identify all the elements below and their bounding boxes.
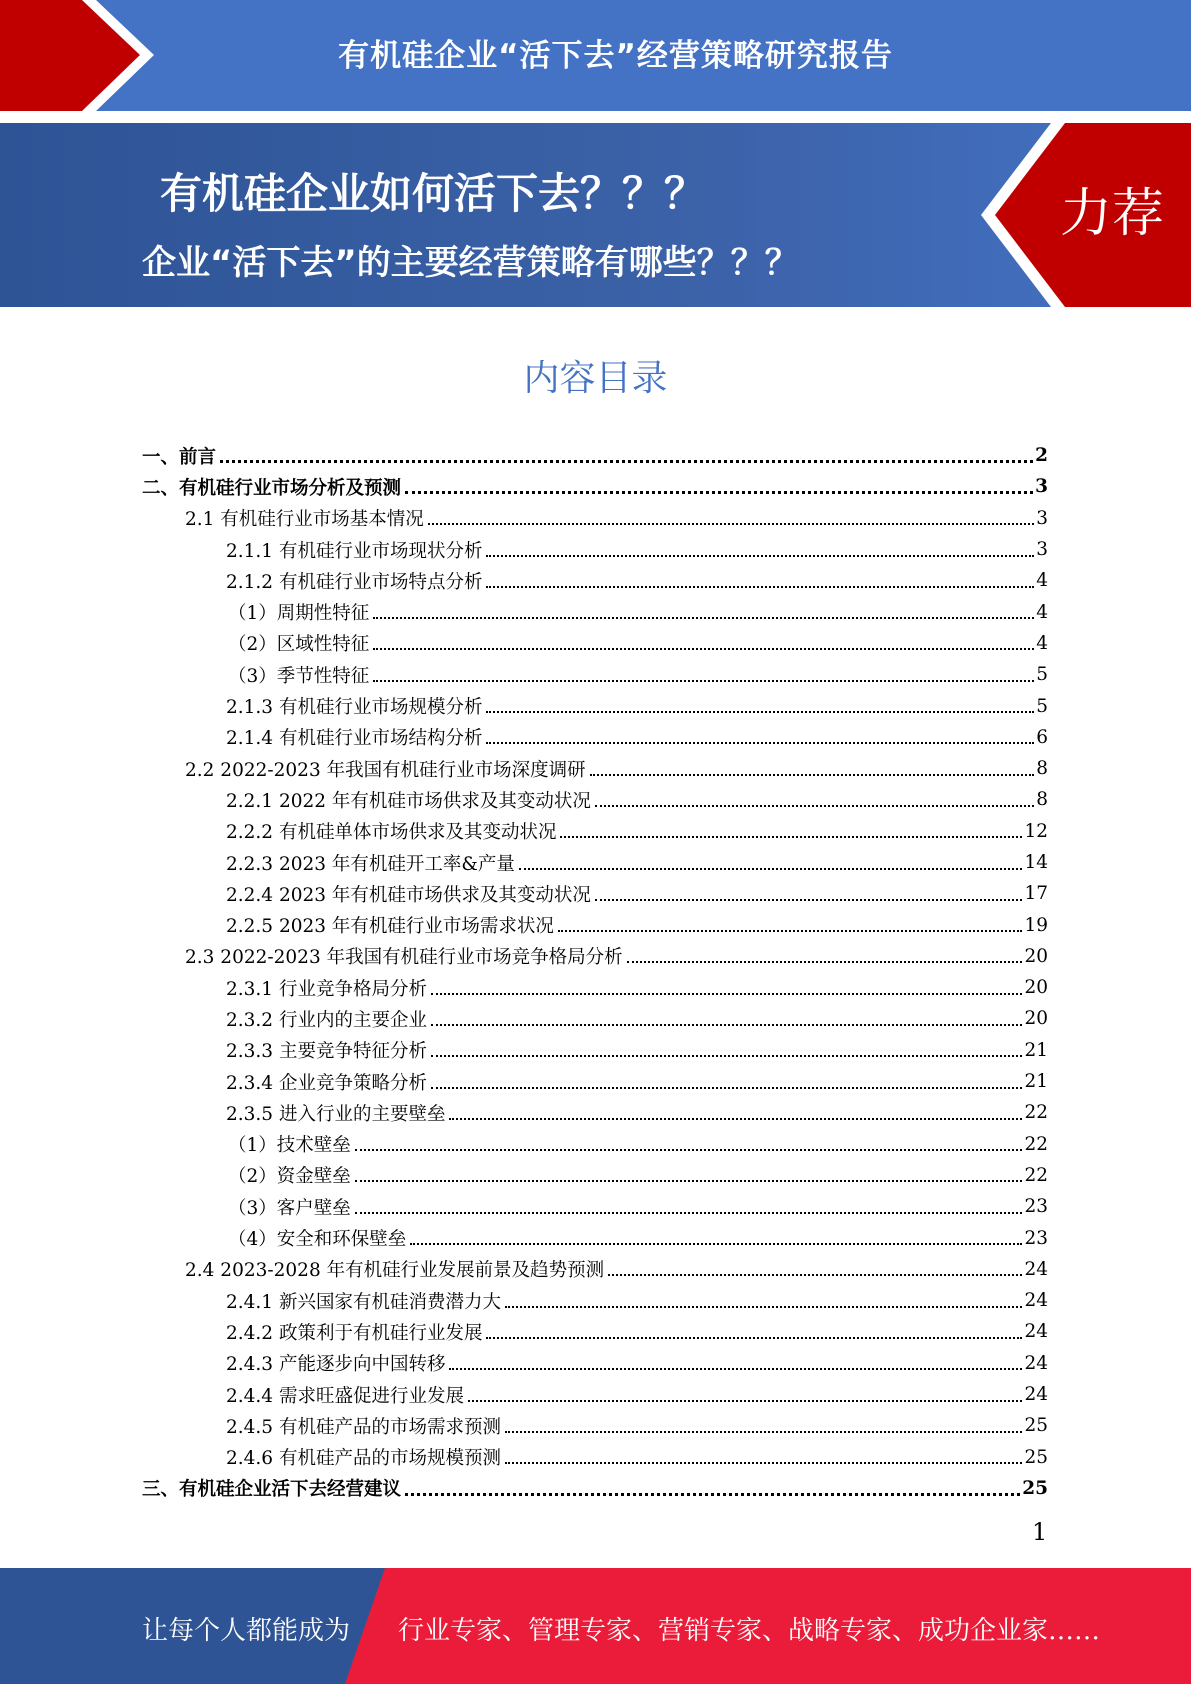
toc-entry[interactable]: [142, 1129, 1048, 1160]
toc-entry-label: 2.4.4 需求旺盛促进行业发展: [226, 1385, 464, 1407]
toc-entry-label: 2.4.1 新兴国家有机硅消费潜力大: [226, 1291, 501, 1313]
toc-entry-page: 4: [1036, 632, 1048, 654]
toc-entry-page: 6: [1036, 726, 1048, 748]
toc-dot-leader: [449, 1118, 1022, 1120]
toc-entry[interactable]: [142, 1097, 1048, 1128]
toc-entry[interactable]: [142, 659, 1048, 690]
toc-dot-leader: [595, 805, 1034, 807]
toc-dot-leader: [431, 1024, 1022, 1026]
toc-entry-label: 2.1.2 有机硅行业市场特点分析: [226, 571, 483, 593]
toc-entry-page: 20: [1024, 1008, 1048, 1030]
toc-entry[interactable]: [142, 503, 1048, 534]
toc-entry-label: （3）客户壁垒: [228, 1197, 351, 1219]
toc-entry-page: 14: [1024, 852, 1048, 873]
toc-entry-page: 8: [1036, 758, 1048, 780]
toc-entry-label: 2.2.3 2023 年有机硅开工率&产量: [226, 853, 515, 875]
toc-entry[interactable]: [142, 1442, 1048, 1473]
toc-entry-label: 2.4.5 有机硅产品的市场需求预测: [226, 1416, 501, 1438]
toc-entry[interactable]: [142, 816, 1048, 847]
toc-entry-page: 25: [1024, 1415, 1048, 1437]
toc-entry[interactable]: [142, 1254, 1048, 1285]
toc-entry-label: 2.1.3 有机硅行业市场规模分析: [226, 697, 483, 719]
hero-band: [0, 123, 1191, 307]
toc-entry[interactable]: [142, 972, 1048, 1003]
toc-entry[interactable]: [142, 1379, 1048, 1410]
toc-entry-page: 20: [1024, 945, 1048, 967]
toc-entry-page: 21: [1024, 1071, 1048, 1093]
toc-entry[interactable]: [142, 1222, 1048, 1253]
toc-entry-page: 23: [1024, 1196, 1048, 1218]
toc-dot-leader: [505, 1462, 1022, 1464]
toc-dot-leader: [505, 1431, 1022, 1433]
toc-entry-page: 5: [1036, 695, 1048, 717]
toc-dot-leader: [468, 1400, 1022, 1402]
toc-entry-page: 23: [1024, 1227, 1048, 1249]
toc-dot-leader: [431, 993, 1022, 995]
toc-entry[interactable]: [142, 1003, 1048, 1034]
toc-entry-page: 24: [1024, 1258, 1048, 1280]
toc-dot-leader: [405, 1493, 1020, 1496]
toc-entry-page: 4: [1036, 570, 1048, 592]
toc-dot-leader: [220, 460, 1033, 463]
toc-dot-leader: [505, 1306, 1022, 1308]
toc-entry[interactable]: [142, 534, 1048, 565]
toc-entry-page: 22: [1024, 1102, 1048, 1124]
toc-dot-leader: [428, 523, 1034, 525]
toc-entry[interactable]: [142, 1348, 1048, 1379]
toc-dot-leader: [486, 555, 1034, 557]
toc-dot-leader: [595, 899, 1023, 901]
toc-entry-label: 2.1.1 有机硅行业市场现状分析: [226, 540, 483, 562]
toc-entry-page: 22: [1024, 1164, 1048, 1186]
toc-dot-leader: [627, 961, 1023, 963]
toc-dot-leader: [560, 836, 1022, 838]
toc-dot-leader: [373, 648, 1034, 650]
footer-slogan-right: 行业专家、管理专家、营销专家、战略专家、成功企业家……: [398, 1616, 1101, 1646]
toc-entry-page: 25: [1024, 1446, 1048, 1468]
toc-entry-label: 2.2.2 有机硅单体市场供求及其变动状况: [226, 822, 557, 844]
toc-dot-leader: [449, 1368, 1022, 1370]
toc-entry-label: 三、有机硅企业活下去经营建议: [142, 1479, 402, 1501]
toc-entry-label: 2.2.4 2023 年有机硅市场供求及其变动状况: [226, 884, 591, 906]
toc-entry-page: 3: [1035, 476, 1048, 498]
toc-entry-label: （1）技术壁垒: [228, 1135, 351, 1157]
toc-dot-leader: [590, 774, 1035, 776]
toc-entry-label: （2）资金壁垒: [228, 1166, 351, 1188]
toc-entry[interactable]: [142, 1473, 1048, 1504]
toc-entry-page: 24: [1024, 1321, 1048, 1343]
toc-entry-page: 2: [1035, 445, 1048, 467]
toc-entry[interactable]: [142, 1160, 1048, 1191]
toc-entry-page: 3: [1036, 507, 1048, 529]
toc-dot-leader: [558, 930, 1023, 932]
toc-dot-leader: [431, 1087, 1022, 1089]
toc-entry-label: （4）安全和环保壁垒: [228, 1229, 407, 1251]
toc-entry-label: （2）区域性特征: [228, 634, 370, 656]
toc-dot-leader: [355, 1149, 1023, 1151]
toc-dot-leader: [410, 1243, 1022, 1245]
table-of-contents: [142, 440, 1048, 1504]
toc-dot-leader: [355, 1180, 1023, 1182]
toc-entry[interactable]: [142, 753, 1048, 784]
toc-entry-page: 5: [1036, 664, 1048, 686]
toc-entry-page: 21: [1024, 1039, 1048, 1061]
toc-entry-label: 2.3.3 主要竞争特征分析: [226, 1041, 427, 1063]
toc-entry-page: 4: [1036, 601, 1048, 623]
toc-entry[interactable]: [142, 878, 1048, 909]
toc-entry[interactable]: [142, 1316, 1048, 1347]
toc-entry-label: 2.4 2023-2028 年有机硅行业发展前景及趋势预测: [185, 1260, 605, 1282]
toc-entry-label: 2.4.2 政策利于有机硅行业发展: [226, 1322, 483, 1344]
toc-entry-label: （1）周期性特征: [228, 603, 370, 625]
toc-dot-leader: [405, 491, 1033, 494]
toc-dot-leader: [486, 586, 1034, 588]
toc-entry-page: 3: [1036, 539, 1048, 561]
top-header-band: [0, 0, 1191, 111]
toc-dot-leader: [355, 1212, 1023, 1214]
toc-entry-label: （3）季节性特征: [228, 665, 370, 687]
toc-entry-page: 20: [1024, 977, 1048, 999]
toc-entry[interactable]: [142, 941, 1048, 972]
toc-dot-leader: [431, 1055, 1022, 1057]
toc-entry[interactable]: [142, 784, 1048, 815]
toc-entry[interactable]: [142, 596, 1048, 627]
toc-entry-page: 19: [1024, 914, 1048, 936]
toc-entry-page: 22: [1024, 1133, 1048, 1155]
toc-entry[interactable]: [142, 690, 1048, 721]
toc-title: 内容目录: [523, 358, 668, 399]
toc-entry-label: 2.3.4 企业竞争策略分析: [226, 1072, 427, 1094]
toc-entry[interactable]: [142, 1191, 1048, 1222]
toc-entry-label: 2.3 2022-2023 年我国有机硅行业市场竞争格局分析: [185, 947, 623, 969]
toc-entry-label: 2.2 2022-2023 年我国有机硅行业市场深度调研: [185, 759, 586, 781]
toc-entry-page: 25: [1022, 1477, 1048, 1499]
toc-entry[interactable]: [142, 565, 1048, 596]
toc-entry-label: 2.4.6 有机硅产品的市场规模预测: [226, 1448, 501, 1470]
toc-entry[interactable]: [142, 1066, 1048, 1097]
toc-entry[interactable]: [142, 847, 1048, 878]
toc-dot-leader: [373, 617, 1034, 619]
recommend-badge-text: 力荐: [1060, 184, 1165, 244]
toc-entry-label: 2.1.4 有机硅行业市场结构分析: [226, 728, 483, 750]
hero-question-2: 企业“活下去”的主要经营策略有哪些？？？: [142, 243, 799, 283]
toc-entry[interactable]: [142, 1035, 1048, 1066]
toc-entry[interactable]: [142, 440, 1048, 471]
toc-entry-label: 2.1 有机硅行业市场基本情况: [185, 509, 424, 531]
toc-entry[interactable]: [142, 628, 1048, 659]
toc-dot-leader: [486, 742, 1034, 744]
toc-entry-label: 2.2.5 2023 年有机硅行业市场需求状况: [226, 916, 554, 938]
toc-entry[interactable]: [142, 1285, 1048, 1316]
toc-entry-page: 12: [1024, 820, 1048, 842]
toc-entry[interactable]: [142, 471, 1048, 502]
toc-entry-label: 二、有机硅行业市场分析及预测: [142, 477, 402, 499]
toc-entry-page: 17: [1024, 883, 1048, 905]
toc-dot-leader: [486, 1337, 1022, 1339]
toc-entry[interactable]: [142, 1410, 1048, 1441]
toc-entry-page: 8: [1036, 789, 1048, 811]
toc-dot-leader: [486, 711, 1034, 713]
toc-entry[interactable]: [142, 909, 1048, 940]
toc-entry-label: 2.3.1 行业竞争格局分析: [226, 978, 427, 1000]
hero-question-1: 有机硅企业如何活下去？？？: [160, 169, 707, 218]
toc-entry-label: 2.3.5 进入行业的主要壁垒: [226, 1103, 446, 1125]
toc-entry-label: 2.2.1 2022 年有机硅市场供求及其变动状况: [226, 790, 591, 812]
toc-entry-label: 一、前言: [142, 446, 217, 468]
toc-dot-leader: [519, 868, 1023, 870]
page-number: 1: [1032, 1518, 1048, 1546]
report-title: 有机硅企业“活下去”经营策略研究报告: [338, 38, 893, 74]
footer-slogan-left: 让每个人都能成为: [142, 1616, 351, 1646]
footer-band: [0, 1568, 1191, 1684]
toc-entry-page: 24: [1024, 1290, 1048, 1312]
toc-dot-leader: [608, 1274, 1022, 1276]
toc-entry-page: 24: [1024, 1352, 1048, 1374]
toc-dot-leader: [373, 680, 1034, 682]
toc-entry-label: 2.4.3 产能逐步向中国转移: [226, 1354, 446, 1376]
toc-entry-page: 24: [1024, 1384, 1048, 1406]
toc-entry-label: 2.3.2 行业内的主要企业: [226, 1009, 427, 1031]
toc-entry[interactable]: [142, 722, 1048, 753]
